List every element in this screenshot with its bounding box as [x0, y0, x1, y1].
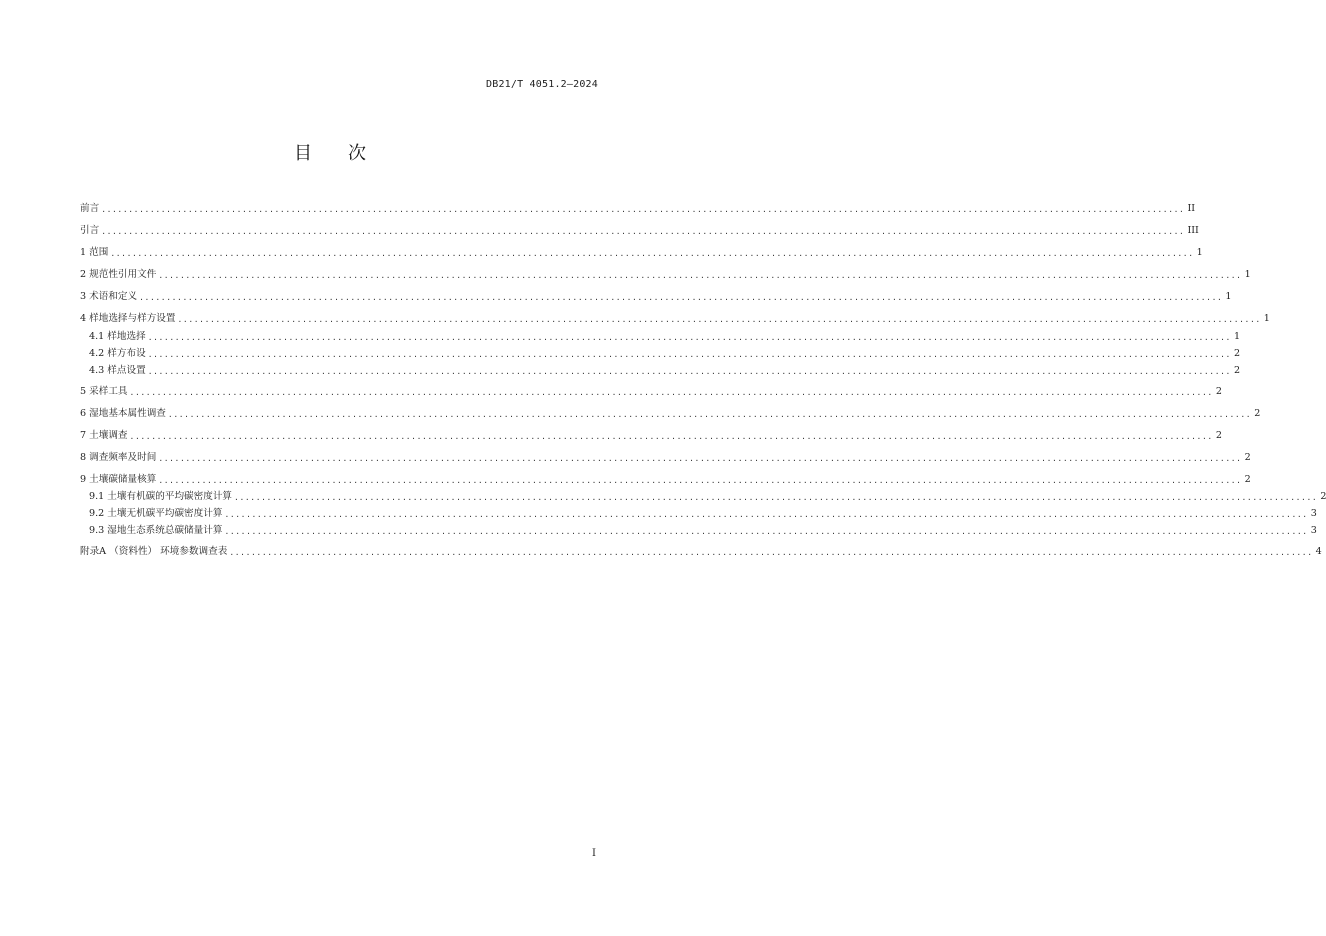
title-part-1: 目	[294, 143, 314, 164]
toc-entry[interactable]	[80, 312, 1270, 326]
toc-entry[interactable]	[80, 202, 1196, 216]
toc-entry[interactable]	[80, 451, 1251, 465]
toc-subentry[interactable]	[89, 524, 1317, 538]
toc-entry-label: 3 术语和定义	[80, 291, 138, 302]
toc-leader-dots: ........................................................................................................................................................................................................	[147, 350, 1231, 359]
toc-entry-label: 5 采样工具	[80, 386, 128, 397]
toc-leader-dots: ........................................................................................................................................................................................................	[158, 454, 1242, 463]
toc-entry-label: 9 土壤碳储量核算	[80, 474, 157, 485]
toc-leader-dots: ........................................................................................................................................................................................................	[177, 315, 1261, 324]
toc-entry-page: 2	[1254, 408, 1261, 419]
toc-entry-label: 4.1 样地选择	[89, 331, 146, 342]
toc-entry-label: 引言	[80, 225, 100, 236]
toc-entry-page: 1	[1263, 313, 1270, 324]
toc-leader-dots: ........................................................................................................................................................................................................	[167, 410, 1252, 419]
toc-leader-dots: ........................................................................................................................................................................................................	[110, 249, 1194, 258]
toc-subentry[interactable]	[89, 490, 1326, 504]
toc-leader-dots: ........................................................................................................................................................................................................	[139, 293, 1223, 302]
toc-entry-label: 2 规范性引用文件	[80, 269, 157, 280]
toc-subentry[interactable]	[89, 330, 1241, 344]
page-number: I	[592, 848, 596, 859]
toc-entry-page: 2	[1244, 474, 1251, 485]
toc-entry-page: 2	[1244, 452, 1251, 463]
toc-leader-dots: ........................................................................................................................................................................................................	[101, 205, 1185, 214]
toc-entry-label: 9.3 湿地生态系统总碳储量计算	[89, 525, 223, 536]
document-code: DB21/T 4051.2—2024	[486, 79, 598, 90]
title-part-2: 次	[348, 143, 368, 164]
toc-entry[interactable]	[80, 224, 1199, 238]
toc-entry-page: 2	[1215, 386, 1222, 397]
toc-subentry[interactable]	[89, 347, 1241, 361]
toc-entry[interactable]	[80, 545, 1322, 559]
toc-subentry[interactable]	[89, 507, 1317, 521]
toc-entry-label: 附录A （资料性） 环境参数调查表	[80, 546, 228, 557]
toc-entry-page: 2	[1233, 348, 1241, 359]
toc-entry-label: 4.3 样点设置	[89, 365, 146, 376]
toc-entry-label: 9.2 土壤无机碳平均碳密度计算	[89, 508, 223, 519]
toc-leader-dots: ........................................................................................................................................................................................................	[129, 432, 1213, 441]
toc-entry[interactable]	[80, 246, 1203, 260]
toc-entry-page: 2	[1320, 491, 1326, 502]
toc-entry-page: 3	[1310, 508, 1317, 519]
toc-leader-dots: ........................................................................................................................................................................................................	[158, 476, 1242, 485]
toc-entry-label: 9.1 土壤有机碳的平均碳密度计算	[89, 491, 233, 502]
toc-entry-label: 8 调查频率及时间	[80, 452, 157, 463]
toc-leader-dots: ........................................................................................................................................................................................................	[224, 510, 1308, 519]
toc-leader-dots: ........................................................................................................................................................................................................	[234, 493, 1318, 502]
toc-entry-label: 1 范围	[80, 247, 109, 258]
toc-leader-dots: ........................................................................................................................................................................................................	[147, 333, 1231, 342]
toc-entry-label: 6 湿地基本属性调查	[80, 408, 166, 419]
toc-entry[interactable]	[80, 385, 1222, 399]
toc-entry[interactable]	[80, 290, 1232, 304]
toc-entry[interactable]	[80, 268, 1251, 282]
toc-entry-page: II	[1187, 203, 1196, 214]
toc-entry[interactable]	[80, 473, 1251, 487]
toc-entry-page: III	[1187, 225, 1199, 236]
toc-leader-dots: ........................................................................................................................................................................................................	[158, 271, 1242, 280]
toc-entry-page: 1	[1233, 331, 1241, 342]
toc-entry-page: 2	[1233, 365, 1241, 376]
toc-entry-page: 1	[1225, 291, 1232, 302]
toc-entry-label: 7 土壤调查	[80, 430, 128, 441]
toc-entry-label: 4.2 样方布设	[89, 348, 146, 359]
toc-entry-page: 4	[1315, 546, 1322, 557]
page-title	[0, 139, 662, 165]
toc-leader-dots: ........................................................................................................................................................................................................	[147, 367, 1231, 376]
toc-entry-page: 1	[1244, 269, 1251, 280]
toc-subentry[interactable]	[89, 364, 1241, 378]
toc-entry-page: 3	[1310, 525, 1317, 536]
toc-entry-page: 1	[1196, 247, 1203, 258]
toc-entry-label: 前言	[80, 203, 100, 214]
toc-entry-label: 4 样地选择与样方设置	[80, 313, 176, 324]
toc-leader-dots: ........................................................................................................................................................................................................	[129, 388, 1213, 397]
toc-leader-dots: ........................................................................................................................................................................................................	[229, 548, 1313, 557]
toc-leader-dots: ........................................................................................................................................................................................................	[101, 227, 1185, 236]
toc-entry[interactable]	[80, 429, 1222, 443]
toc-entry-page: 2	[1215, 430, 1222, 441]
toc-entry[interactable]	[80, 407, 1261, 421]
toc-leader-dots: ........................................................................................................................................................................................................	[224, 527, 1308, 536]
